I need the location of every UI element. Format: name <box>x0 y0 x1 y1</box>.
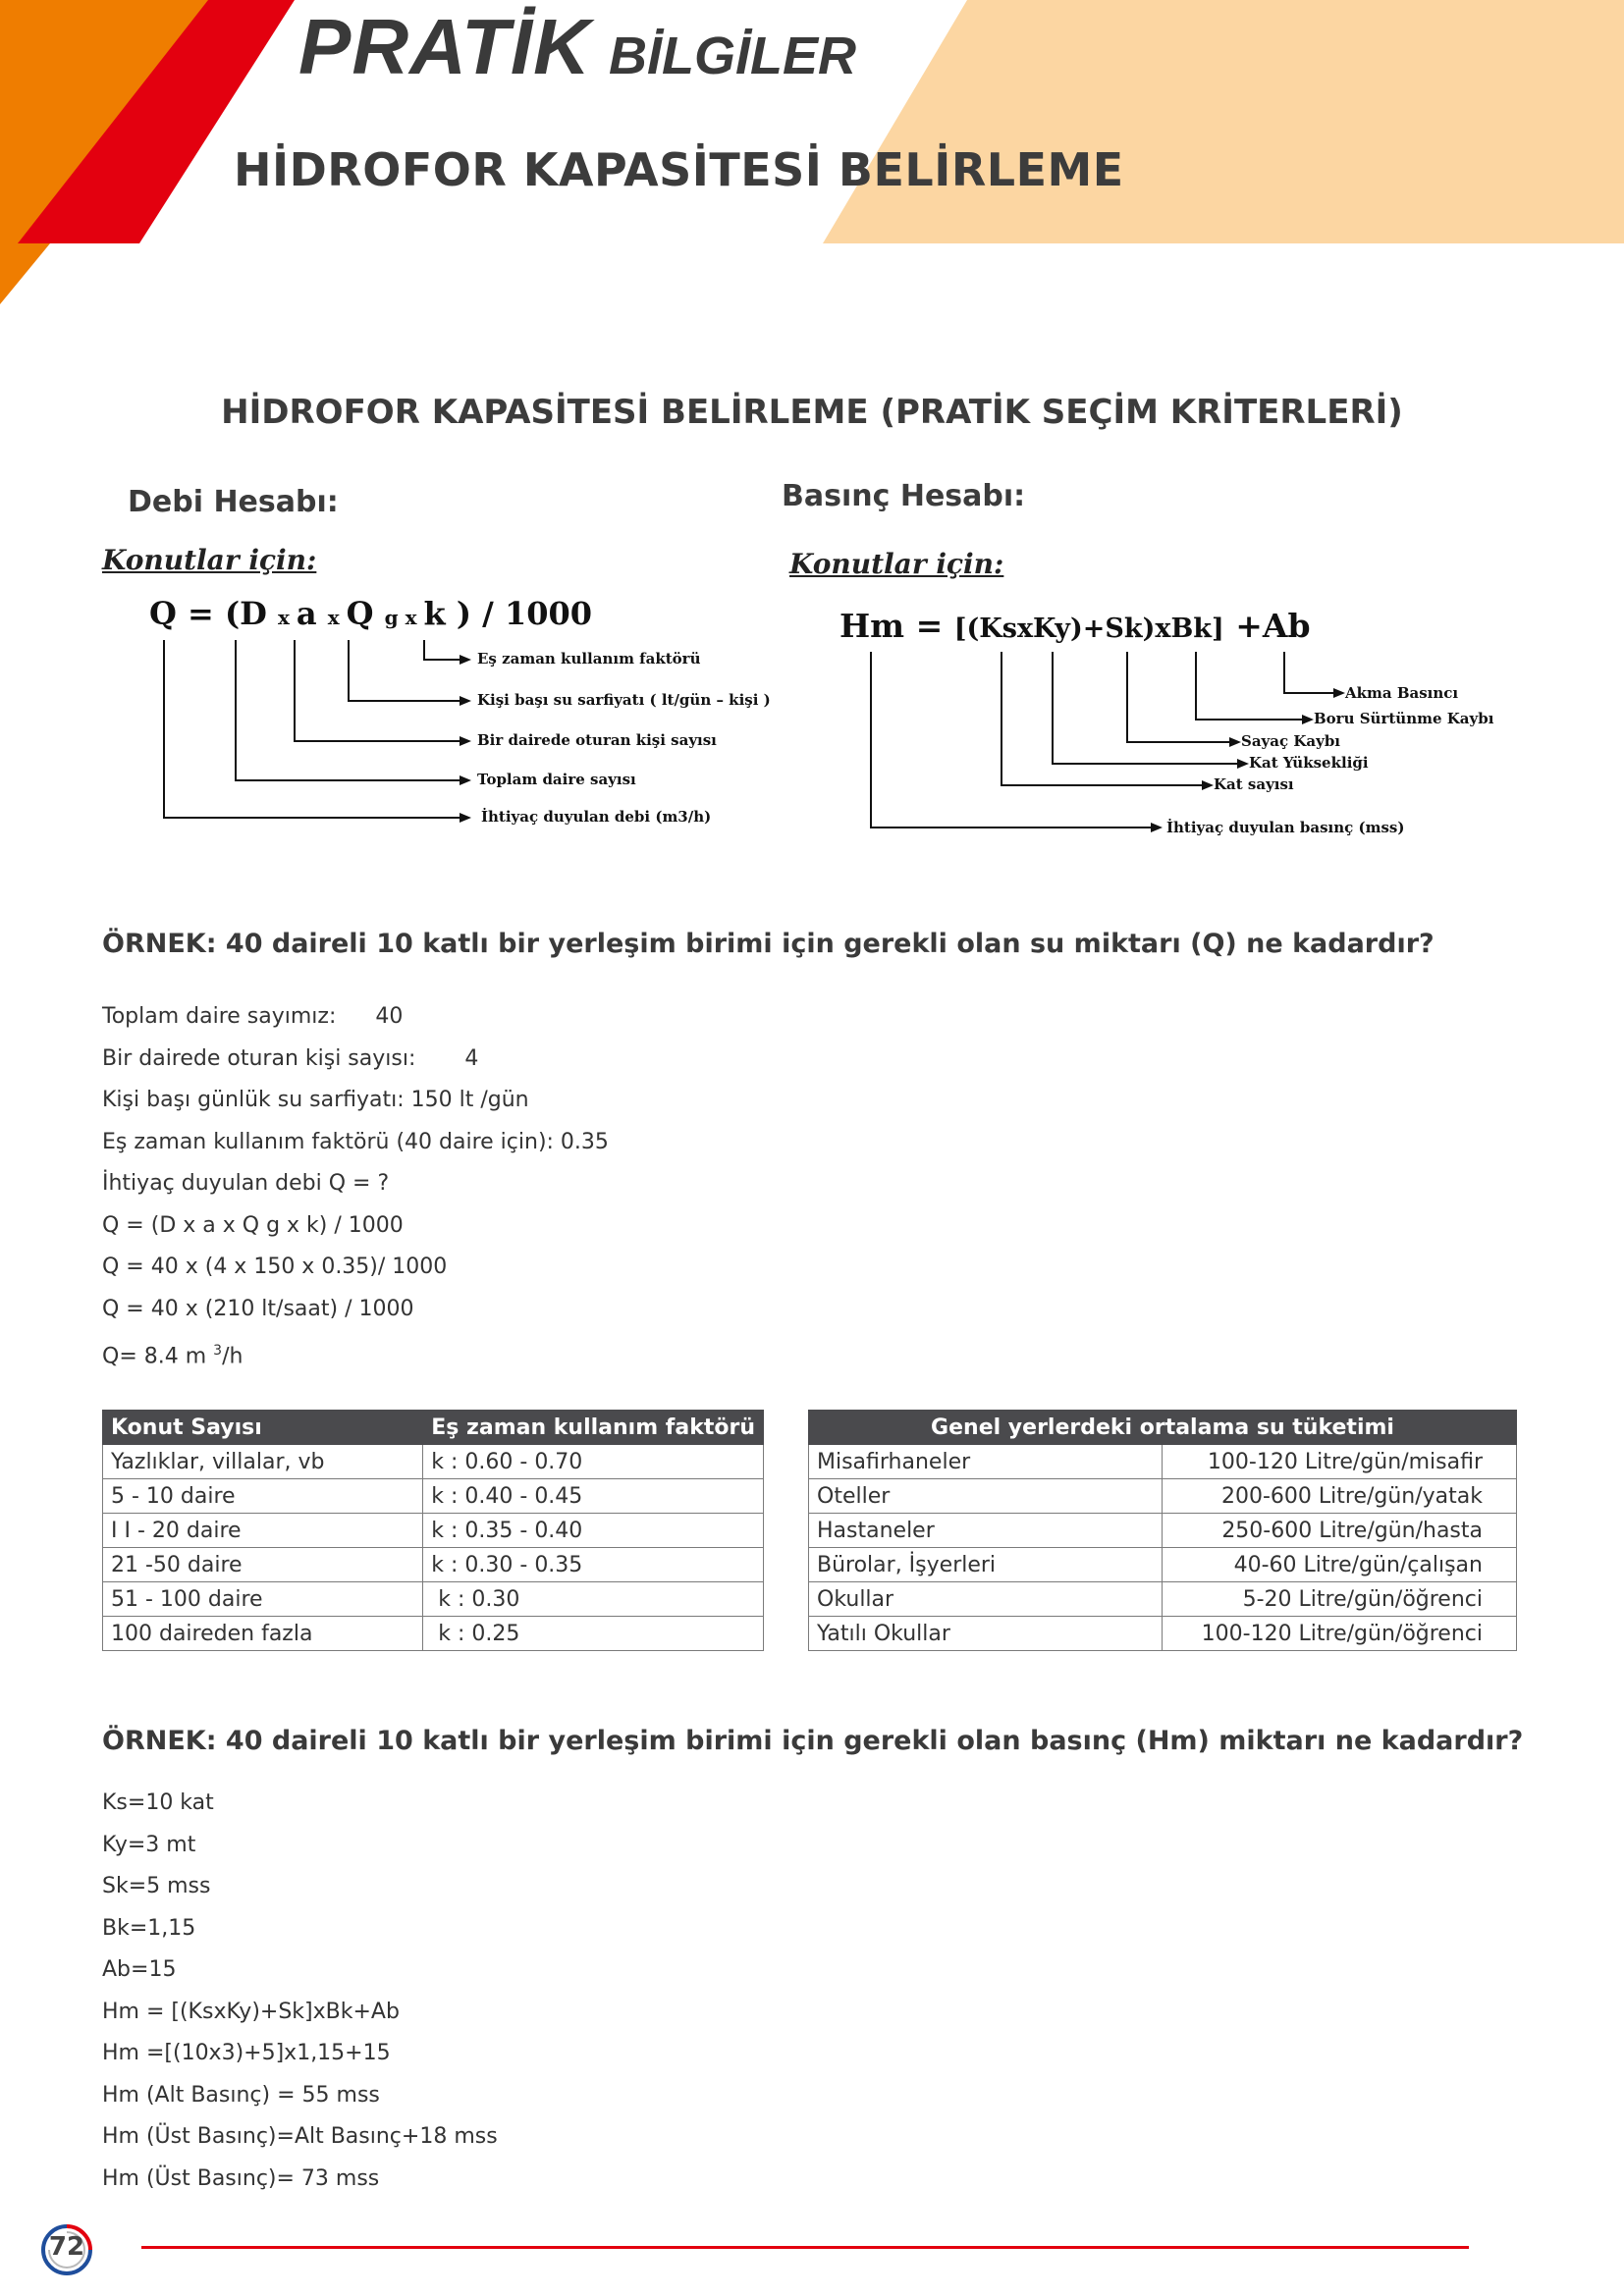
table-row <box>809 1445 1517 1479</box>
debi-formula-part: k <box>423 595 457 632</box>
basinc-heading: Basınç Hesabı: <box>782 479 1026 513</box>
table-cell: 5-20 Litre/gün/öğrenci <box>1163 1582 1517 1617</box>
example2-line: Hm (Alt Basınç) = 55 mss <box>102 2082 380 2108</box>
factor-table <box>102 1410 764 1651</box>
debi-heading: Debi Hesabı: <box>128 485 339 519</box>
table-cell: 21 -50 daire <box>103 1548 423 1582</box>
table-cell: Hastaneler <box>809 1514 1163 1548</box>
basinc-annotation: İhtiyaç duyulan basınç (mss) <box>1166 819 1405 836</box>
brand-main: PRATİK <box>298 3 591 90</box>
debi-formula-part: Q = (D <box>149 595 278 632</box>
table-cell: k : 0.35 - 0.40 <box>423 1514 764 1548</box>
table-cell: 100 daireden fazla <box>103 1617 423 1651</box>
table-cell: k : 0.25 <box>423 1617 764 1651</box>
example1-line: Q = 40 x (4 x 150 x 0.35)/ 1000 <box>102 1255 448 1279</box>
table-cell: 100-120 Litre/gün/misafir <box>1163 1445 1517 1479</box>
example2-line: Sk=5 mss <box>102 1874 211 1898</box>
result-suffix: /h <box>222 1344 244 1369</box>
result-prefix: Q= 8.4 m <box>102 1344 214 1369</box>
basinc-annotation: Sayaç Kaybı <box>1241 732 1341 750</box>
table-cell: Misafirhaneler <box>809 1445 1163 1479</box>
page-number: 72 <box>48 2232 85 2262</box>
debi-annotation: Bir dairede oturan kişi sayısı <box>477 731 717 749</box>
table-cell: 250-600 Litre/gün/hasta <box>1163 1514 1517 1548</box>
table-row <box>809 1582 1517 1617</box>
debi-annotation: Toplam daire sayısı <box>477 771 636 788</box>
debi-label: Konutlar için: <box>102 544 317 576</box>
debi-annotation: Kişi başı su sarfiyatı ( lt/gün – kişi ) <box>477 691 771 709</box>
table-cell: Okullar <box>809 1582 1163 1617</box>
table-cell: 100-120 Litre/gün/öğrenci <box>1163 1617 1517 1651</box>
example2-line: Hm (Üst Basınç)= 73 mss <box>102 2165 380 2191</box>
example1-line: Kişi başı günlük su sarfiyatı: 150 lt /gün <box>102 1088 529 1112</box>
table-row <box>809 1617 1517 1651</box>
example1-question: ÖRNEK: 40 daireli 10 katlı bir yerleşim birimi için gerekli olan su miktarı (Q) ne kadardır? <box>102 929 1435 959</box>
brand-sub: BİLGİLER <box>609 27 856 85</box>
debi-formula-part: ) / 1000 <box>456 595 592 632</box>
table-cell: Bürolar, İşyerleri <box>809 1548 1163 1582</box>
table-header-row <box>809 1411 1517 1445</box>
example1-line: Q = 40 x (210 lt/saat) / 1000 <box>102 1296 414 1321</box>
basinc-annotation: Kat Yüksekliği <box>1249 754 1369 772</box>
debi-formula-part: x <box>327 606 347 629</box>
table-header: Genel yerlerdeki ortalama su tüketimi <box>809 1411 1517 1445</box>
example1-line: Q = (D x a x Q g x k) / 1000 <box>102 1212 404 1238</box>
basinc-annotation: Boru Sürtünme Kaybı <box>1314 710 1494 727</box>
table-row <box>809 1479 1517 1514</box>
example2-line: Ab=15 <box>102 1957 177 1982</box>
table-header: Eş zaman kullanım faktörü <box>423 1411 764 1445</box>
line-label: Bir dairede oturan kişi sayısı: <box>102 1045 416 1071</box>
table-cell: 51 - 100 daire <box>103 1582 423 1617</box>
table-row <box>103 1514 764 1548</box>
example2-question: ÖRNEK: 40 daireli 10 katlı bir yerleşim birimi için gerekli olan basınç (Hm) miktarı ne kadardır? <box>102 1726 1524 1756</box>
example1-lines <box>102 996 609 1372</box>
table-cell: Oteller <box>809 1479 1163 1514</box>
example2-line: Ks=10 kat <box>102 1790 214 1815</box>
footer-divider <box>141 2246 1469 2249</box>
line-label: Toplam daire sayımız: <box>102 1004 337 1029</box>
table-cell: Yatılı Okullar <box>809 1617 1163 1651</box>
basinc-formula-part: Hm = <box>839 607 954 645</box>
table-cell: 5 - 10 daire <box>103 1479 423 1514</box>
example2-lines <box>102 1783 498 2200</box>
page-title: HİDROFOR KAPASİTESİ BELİRLEME <box>234 143 1124 196</box>
basinc-annotation: Akma Basıncı <box>1345 684 1459 702</box>
example2-line: Hm (Üst Basınç)=Alt Basınç+18 mss <box>102 2124 498 2149</box>
basinc-annotation: Kat sayısı <box>1214 775 1294 793</box>
debi-annotation: Eş zaman kullanım faktörü <box>477 650 701 667</box>
line-value: 40 <box>375 1004 404 1029</box>
example1-result <box>102 1330 609 1372</box>
table-cell: 40-60 Litre/gün/çalışan <box>1163 1548 1517 1582</box>
table-row <box>809 1514 1517 1548</box>
section-title: HİDROFOR KAPASİTESİ BELİRLEME (PRATİK SEÇİM KRİTERLERİ) <box>221 393 1403 432</box>
table-header: Konut Sayısı <box>103 1411 423 1445</box>
table-cell: k : 0.60 - 0.70 <box>423 1445 764 1479</box>
example1-line <box>102 1039 609 1081</box>
basinc-formula-part: [(KsxKy)+Sk)xBk] <box>953 614 1224 644</box>
debi-formula-part: g <box>384 606 406 629</box>
table-row <box>103 1582 764 1617</box>
table-row <box>809 1548 1517 1582</box>
table-row <box>103 1548 764 1582</box>
table-cell: k : 0.30 <box>423 1582 764 1617</box>
basinc-label: Konutlar için: <box>789 548 1004 580</box>
table-cell: 200-600 Litre/gün/yatak <box>1163 1479 1517 1514</box>
table-row <box>103 1445 764 1479</box>
basinc-formula-part: +Ab <box>1223 607 1311 645</box>
table-cell: k : 0.30 - 0.35 <box>423 1548 764 1582</box>
example1-line <box>102 996 609 1039</box>
debi-formula-part: x <box>405 606 424 629</box>
debi-annotation: İhtiyaç duyulan debi (m3/h) <box>481 808 712 826</box>
example1-line: İhtiyaç duyulan debi Q = ? <box>102 1171 390 1196</box>
example2-line: Ky=3 mt <box>102 1832 196 1857</box>
example2-line: Hm = [(KsxKy)+Sk]xBk+Ab <box>102 1999 400 2024</box>
line-value: 4 <box>464 1045 479 1071</box>
consumption-table <box>808 1410 1517 1651</box>
table-cell: I I - 20 daire <box>103 1514 423 1548</box>
table-cell: Yazlıklar, villalar, vb <box>103 1445 423 1479</box>
table-header-row <box>103 1411 764 1445</box>
example1-line: Eş zaman kullanım faktörü (40 daire için): 0.35 <box>102 1129 609 1154</box>
table-row <box>103 1617 764 1651</box>
debi-formula-part: a <box>296 595 328 632</box>
result-sup: 3 <box>213 1343 223 1359</box>
basinc-arrows <box>0 0 1624 883</box>
debi-formula-part: Q <box>346 595 385 632</box>
example2-line: Bk=1,15 <box>102 1915 196 1941</box>
table-cell: k : 0.40 - 0.45 <box>423 1479 764 1514</box>
debi-formula-part: x <box>278 606 297 629</box>
example2-line: Hm =[(10x3)+5]x1,15+15 <box>102 2041 391 2065</box>
table-row <box>103 1479 764 1514</box>
